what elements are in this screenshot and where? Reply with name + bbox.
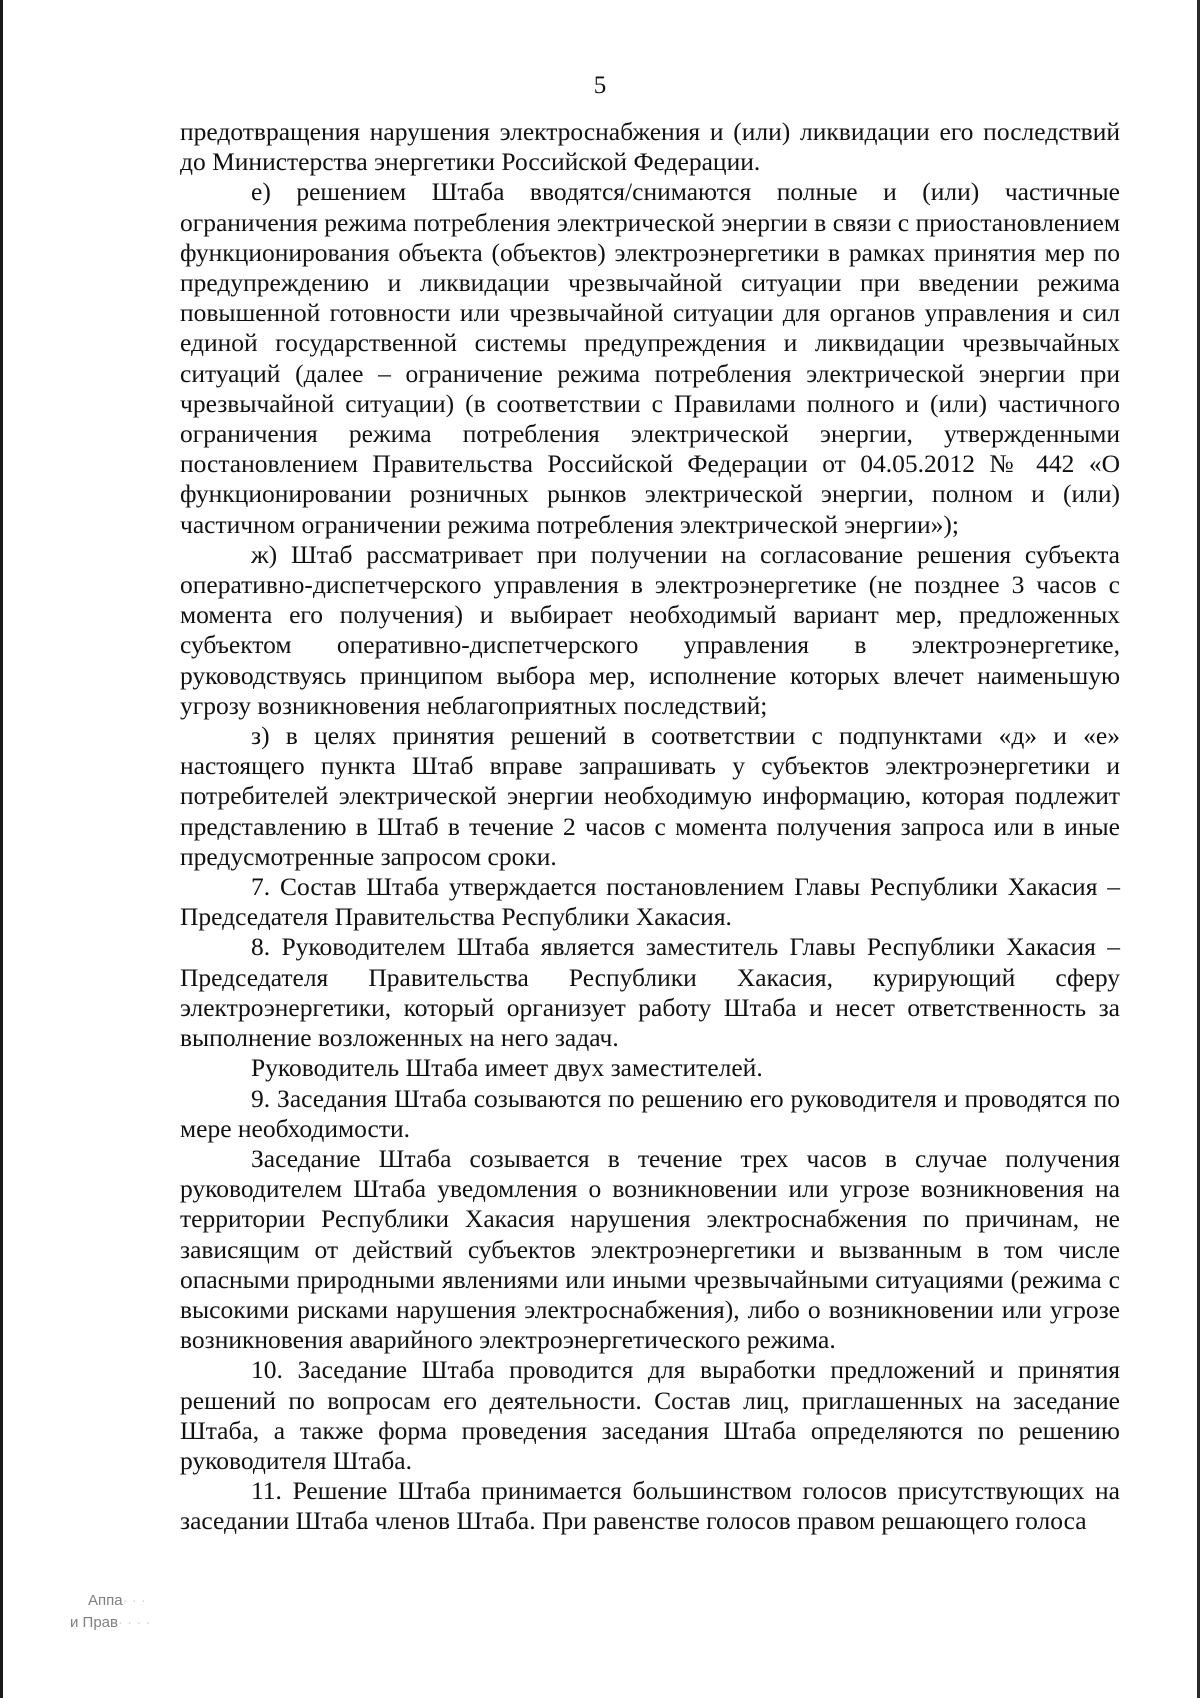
paragraph-9-convening: Заседание Штаба созывается в течение трех часов в случае получения руководителем Штаба уведомления о возникновении или угрозе возникновения на территории Республики Хакасия нарушения электроснабжения по причинам, не зависящим от действий субъектов электроэнергетики и вызванным в том числе опасными природными явлениями или иными чрезвычайными ситуациями (режима с высокими рисками нарушения электроснабжения), либо о возникновении или угрозе возникновения аварийного электроэнергетического режима. [180, 1143, 1120, 1355]
stamp-line-2: и Прав [70, 1614, 118, 1631]
stamp-line-1: Аппа [88, 1592, 123, 1609]
paragraph-7: 7. Состав Штаба утверждается постановлением Главы Республики Хакасия – Председателя Правительства Республики Хакасия. [180, 872, 1120, 932]
paragraph-item-zh: ж) Штаб рассматривает при получении на согласование решения субъекта оперативно-диспетчерского управления в электроэнергетике (не позднее 3 часов с момента его получения) и выбирает необходимый вариант мер, предложенных субъектом оперативно-диспетчерского управления в электроэнергетике, руководствуясь принципом выбора мер, исполнение которых влечет наименьшую угрозу возникновения неблагоприятных последствий; [180, 539, 1120, 720]
paragraph-item-z: з) в целях принятия решений в соответствии с подпунктами «д» и «е» настоящего пункта Штаб вправе запрашивать у субъектов электроэнергетики и потребителей электрической энергии необходимую информацию, которая подлежит представлению в Штаб в течение 2 часов с момента получения запроса или в иные предусмотренные запросом сроки. [180, 721, 1120, 871]
scan-edge-left [0, 0, 3, 1698]
paragraph-continuation: предотвращения нарушения электроснабжения и (или) ликвидации его последствий до Министерства энергетики Российской Федерации. [180, 117, 1120, 177]
paragraph-item-e: е) решением Штаба вводятся/снимаются полные и (или) частичные ограничения режима потребления электрической энергии в связи с приостановлением функционирования объекта (объектов) электроэнергетики в рамках принятия мер по предупреждению и ликвидации чрезвычайной ситуации при введении режима повышенной готовности или чрезвычайной ситуации для органов управления и сил единой государственной системы предупреждения и ликвидации чрезвычайных ситуаций (далее – ограничение режима потребления электрической энергии при чрезвычайной ситуации) (в соответствии с Правилами полного и (или) частичного ограничения режима потребления электрической энергии, утвержденными постановлением Правительства Российской Федерации от 04.05.2012 № 442 «О функционировании розничных рынков электрической энергии, полном и (или) частичном ограничении режима потребления электрической энергии»); [180, 177, 1120, 539]
paragraph-11: 11. Решение Штаба принимается большинством голосов присутствующих на заседании Штаба членов Штаба. При равенстве голосов правом решающего голоса [180, 1476, 1120, 1536]
paragraph-8-deputies: Руководитель Штаба имеет двух заместителей. [251, 1053, 763, 1083]
page-number: 5 [593, 72, 607, 99]
document-body [180, 117, 1120, 1537]
office-stamp: Аппа· · · и Прав· · · · [70, 1592, 151, 1631]
paragraph-8: 8. Руководителем Штаба является заместитель Главы Республики Хакасия – Председателя Правительства Республики Хакасия, курирующий сферу электроэнергетики, который организует работу Штаба и несет ответственность за выполнение возложенных на него задач. [180, 932, 1120, 1053]
paragraph-9: 9. Заседания Штаба созываются по решению его руководителя и проводятся по мере необходимости. [180, 1083, 1120, 1143]
paragraph-10: 10. Заседание Штаба проводится для выработки предложений и принятия решений по вопросам его деятельности. Состав лиц, приглашенных на заседание Штаба, а также форма проведения заседания Штаба определяются по решению руководителя Штаба. [180, 1355, 1120, 1475]
